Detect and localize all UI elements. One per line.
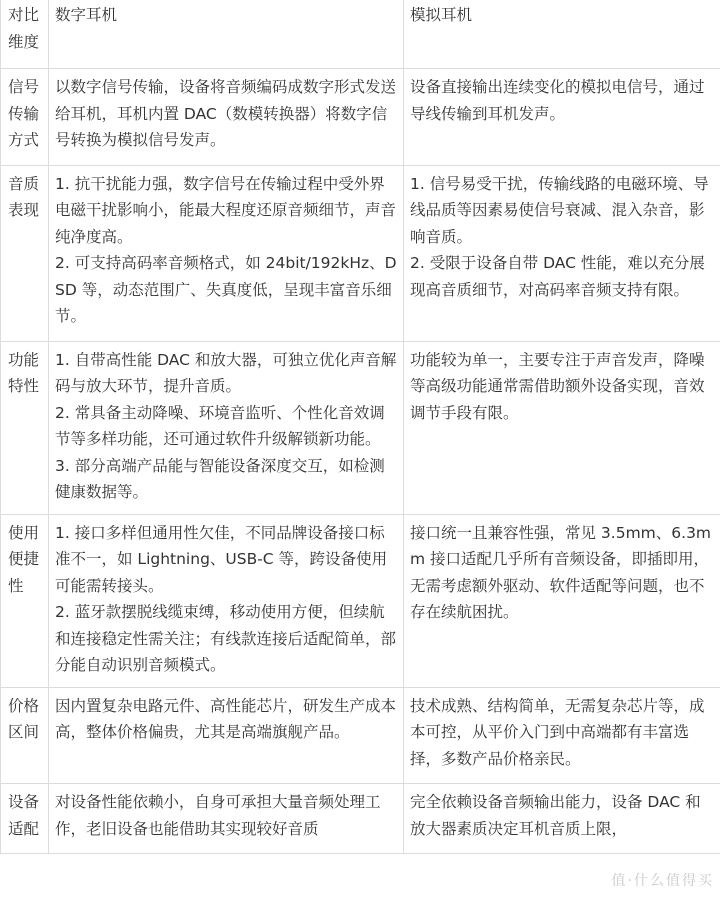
cell-text: 以数字信号传输，设备将音频编码成数字形式发送给耳机，耳机内置 DAC（数模转换器）将数字信号转换为模拟信号发声。 <box>55 78 397 149</box>
analog-cell <box>404 69 720 166</box>
digital-cell <box>49 165 404 341</box>
row-dimension: 功能特性 <box>1 341 49 514</box>
row-dimension: 价格区间 <box>1 687 49 784</box>
cell-text: 1. 自带高性能 DAC 和放大器，可独立优化声音解码与放大环节，提升音质。 <box>55 350 397 395</box>
analog-cell <box>404 514 720 687</box>
analog-cell <box>404 784 720 854</box>
row-dimension: 信号传输方式 <box>1 69 49 166</box>
row-dimension: 使用便捷性 <box>1 514 49 687</box>
table-row <box>1 514 720 687</box>
digital-cell <box>49 784 404 854</box>
cell-text: 2. 常具备主动降噪、环境音监听、个性化音效调节等多样功能，还可通过软件升级解锁新功能。 <box>55 403 385 448</box>
cell-text: 接口统一且兼容性强，常见 3.5mm、6.3mm 接口适配几乎所有音频设备，即插即用，无需考虑额外驱动、软件适配等问题，也不存在续航困扰。 <box>410 523 712 621</box>
cell-text: 1. 信号易受干扰，传输线路的电磁环境、导线品质等因素易使信号衰减、混入杂音，影响音质。 <box>410 174 709 246</box>
cell-text: 2. 蓝牙款摆脱线缆束缚，移动使用方便，但续航和连接稳定性需关注；有线款连接后适配简单，部分能自动识别音频模式。 <box>55 603 397 674</box>
cell-text: 设备直接输出连续变化的模拟电信号，通过导线传输到耳机发声。 <box>410 78 705 123</box>
table-row <box>1 165 720 341</box>
table-row <box>1 784 720 854</box>
analog-cell <box>404 165 720 341</box>
header-dimension: 对比维度 <box>1 0 49 69</box>
table-row <box>1 687 720 784</box>
row-dimension: 设备适配 <box>1 784 49 854</box>
cell-text: 完全依赖设备音频输出能力，设备 DAC 和放大器素质决定耳机音质上限， <box>410 793 701 838</box>
analog-cell <box>404 687 720 784</box>
watermark: 值·什么值得买 <box>611 873 714 889</box>
cell-text: 功能较为单一，主要专注于声音发声，降噪等高级功能通常需借助额外设备实现，音效调节手段有限。 <box>410 350 705 422</box>
analog-cell <box>404 341 720 514</box>
table-header-row <box>1 0 720 69</box>
cell-text: 对设备性能依赖小，自身可承担大量音频处理工作，老旧设备也能借助其实现较好音质 <box>55 793 381 838</box>
cell-text: 2. 可支持高码率音频格式，如 24bit/192kHz、DSD 等，动态范围广、失真度低，呈现丰富音乐细节。 <box>55 254 397 325</box>
digital-cell <box>49 687 404 784</box>
cell-text: 1. 抗干扰能力强，数字信号在传输过程中受外界电磁干扰影响小，能最大程度还原音频细节，声音纯净度高。 <box>55 174 397 246</box>
cell-text: 因内置复杂电路元件、高性能芯片，研发生产成本高，整体价格偏贵，尤其是高端旗舰产品。 <box>55 696 397 741</box>
table-row <box>1 69 720 166</box>
cell-text: 技术成熟、结构简单，无需复杂芯片等，成本可控，从平价入门到中高端都有丰富选择，多数产品价格亲民。 <box>410 696 705 768</box>
cell-text: 2. 受限于设备自带 DAC 性能，难以充分展现高音质细节，对高码率音频支持有限。 <box>410 254 705 299</box>
row-dimension: 音质表现 <box>1 165 49 341</box>
digital-cell <box>49 341 404 514</box>
digital-cell <box>49 69 404 166</box>
cell-text: 3. 部分高端产品能与智能设备深度交互，如检测健康数据等。 <box>55 456 385 501</box>
digital-cell <box>49 514 404 687</box>
table-row <box>1 341 720 514</box>
header-analog: 模拟耳机 <box>404 0 720 69</box>
cell-text: 1. 接口多样但通用性欠佳，不同品牌设备接口标准不一，如 Lightning、USB-C 等，跨设备使用可能需转接头。 <box>55 523 388 595</box>
header-digital: 数字耳机 <box>49 0 404 69</box>
